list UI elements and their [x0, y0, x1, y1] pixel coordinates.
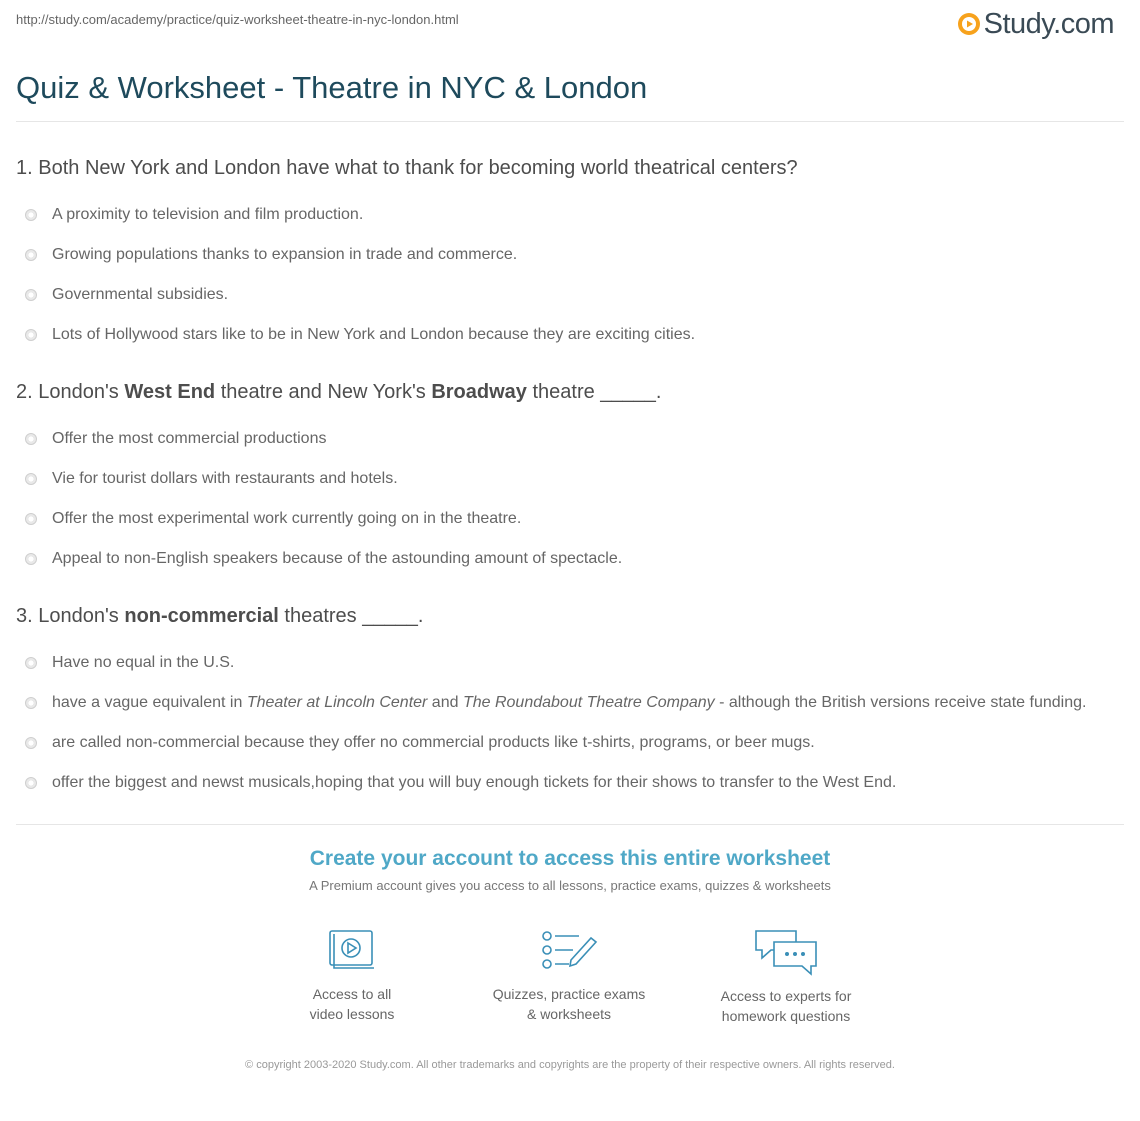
radio-button[interactable] — [25, 777, 37, 789]
question-1 — [16, 156, 1126, 355]
choice-label: Offer the most commercial productions — [52, 430, 327, 447]
logo-suffix: .com — [1053, 7, 1114, 40]
question-number: 2. — [16, 381, 33, 403]
question-prompt: theatres _____. — [278, 605, 424, 627]
feature-label-line: homework questions — [721, 1008, 851, 1024]
emphasis-term: Broadway — [431, 381, 527, 403]
emphasis-term: West End — [124, 381, 216, 403]
radio-button[interactable] — [25, 553, 37, 565]
emphasis-term: non-commercial — [124, 605, 279, 627]
feature-label-line: Quizzes, practice exams — [492, 986, 646, 1002]
top-bar — [0, 0, 1140, 44]
answer-choice[interactable] — [16, 235, 1126, 275]
choice-label: are called non-commercial because they offer no commercial products like t-shirts, programs, or beer mugs. — [52, 734, 815, 751]
answer-choice[interactable] — [16, 539, 1126, 579]
question-text — [16, 380, 1126, 404]
play-circle-icon — [957, 12, 981, 36]
radio-button[interactable] — [25, 513, 37, 525]
radio-button[interactable] — [25, 329, 37, 341]
answer-choice[interactable] — [16, 459, 1126, 499]
chat-experts-icon — [753, 928, 819, 976]
choice-text: have a vague equivalent in — [52, 694, 247, 711]
feature-video-lessons — [242, 928, 462, 1024]
answer-choice[interactable] — [16, 643, 1126, 683]
feature-label-line: & worksheets — [526, 1006, 612, 1022]
choice-italic: The Roundabout Theatre Company — [462, 694, 715, 711]
choice-label: Have no equal in the U.S. — [52, 654, 235, 671]
choice-italic: Theater at Lincoln Center — [246, 694, 428, 711]
answer-choices — [16, 643, 1126, 803]
question-prompt: theatre and New York's — [215, 381, 432, 403]
answer-choice[interactable] — [16, 763, 1126, 803]
feature-label — [676, 986, 896, 1026]
choice-label: Offer the most experimental work currently going on in the theatre. — [52, 510, 522, 527]
radio-button[interactable] — [25, 249, 37, 261]
choice-label: Governmental subsidies. — [52, 286, 229, 303]
question-2 — [16, 380, 1126, 579]
feature-label-line: video lessons — [309, 1006, 395, 1022]
feature-label — [459, 984, 679, 1024]
question-number: 3. — [16, 605, 33, 627]
choice-label — [52, 694, 1086, 712]
choice-text: - although the British versions receive state funding. — [714, 694, 1087, 711]
answer-choice[interactable] — [16, 275, 1126, 315]
answer-choice[interactable] — [16, 683, 1126, 723]
page-url[interactable]: http://study.com/academy/practice/quiz-worksheet-theatre-in-nyc-london.html — [16, 12, 459, 27]
choice-label: offer the biggest and newst musicals,hoping that you will buy enough tickets for their shows to transfer to the West End. — [52, 774, 897, 791]
choice-label: Appeal to non-English speakers because of the astounding amount of spectacle. — [52, 550, 623, 567]
feature-experts — [676, 928, 896, 1026]
answer-choice[interactable] — [16, 499, 1126, 539]
answer-choice[interactable] — [16, 419, 1126, 459]
video-lesson-icon — [325, 928, 379, 974]
answer-choice[interactable] — [16, 723, 1126, 763]
radio-button[interactable] — [25, 657, 37, 669]
question-prompt: London's — [38, 381, 125, 403]
choice-label: Lots of Hollywood stars like to be in New York and London because they are exciting cities. — [52, 326, 696, 343]
answer-choices — [16, 195, 1126, 355]
cta-divider — [16, 824, 1124, 825]
copyright-footer: © copyright 2003-2020 Study.com. All other trademarks and copyrights are the property of their respective owners. All rights reserved. — [245, 1059, 895, 1071]
radio-button[interactable] — [25, 289, 37, 301]
question-3 — [16, 604, 1126, 803]
choice-label: Vie for tourist dollars with restaurants and hotels. — [52, 470, 398, 487]
title-divider — [16, 121, 1124, 122]
study-logo[interactable] — [957, 7, 1114, 41]
question-text — [16, 604, 1126, 628]
feature-label — [242, 984, 462, 1024]
question-number: 1. — [16, 157, 33, 179]
logo-wordmark — [984, 8, 1114, 41]
feature-label-line: Access to experts for — [720, 988, 852, 1004]
question-text — [16, 156, 1126, 180]
choice-label: A proximity to television and film production. — [52, 206, 364, 223]
answer-choice[interactable] — [16, 195, 1126, 235]
cta-subtitle: A Premium account gives you access to all lessons, practice exams, quizzes & worksheets — [309, 878, 831, 893]
question-prompt: London's — [38, 605, 125, 627]
feature-label-line: Access to all — [312, 986, 392, 1002]
question-prompt: theatre _____. — [526, 381, 662, 403]
radio-button[interactable] — [25, 737, 37, 749]
quiz-checklist-icon — [539, 928, 599, 974]
cta-title[interactable]: Create your account to access this entire worksheet — [309, 847, 831, 870]
radio-button[interactable] — [25, 433, 37, 445]
choice-text: and — [427, 694, 463, 711]
radio-button[interactable] — [25, 697, 37, 709]
answer-choices — [16, 419, 1126, 579]
answer-choice[interactable] — [16, 315, 1126, 355]
logo-text: Study — [983, 7, 1054, 40]
feature-quizzes — [459, 928, 679, 1024]
radio-button[interactable] — [25, 473, 37, 485]
page-title: Quiz & Worksheet - Theatre in NYC & London — [16, 70, 648, 105]
radio-button[interactable] — [25, 209, 37, 221]
choice-label: Growing populations thanks to expansion in trade and commerce. — [52, 246, 518, 263]
question-prompt: Both New York and London have what to thank for becoming world theatrical centers? — [38, 157, 798, 179]
